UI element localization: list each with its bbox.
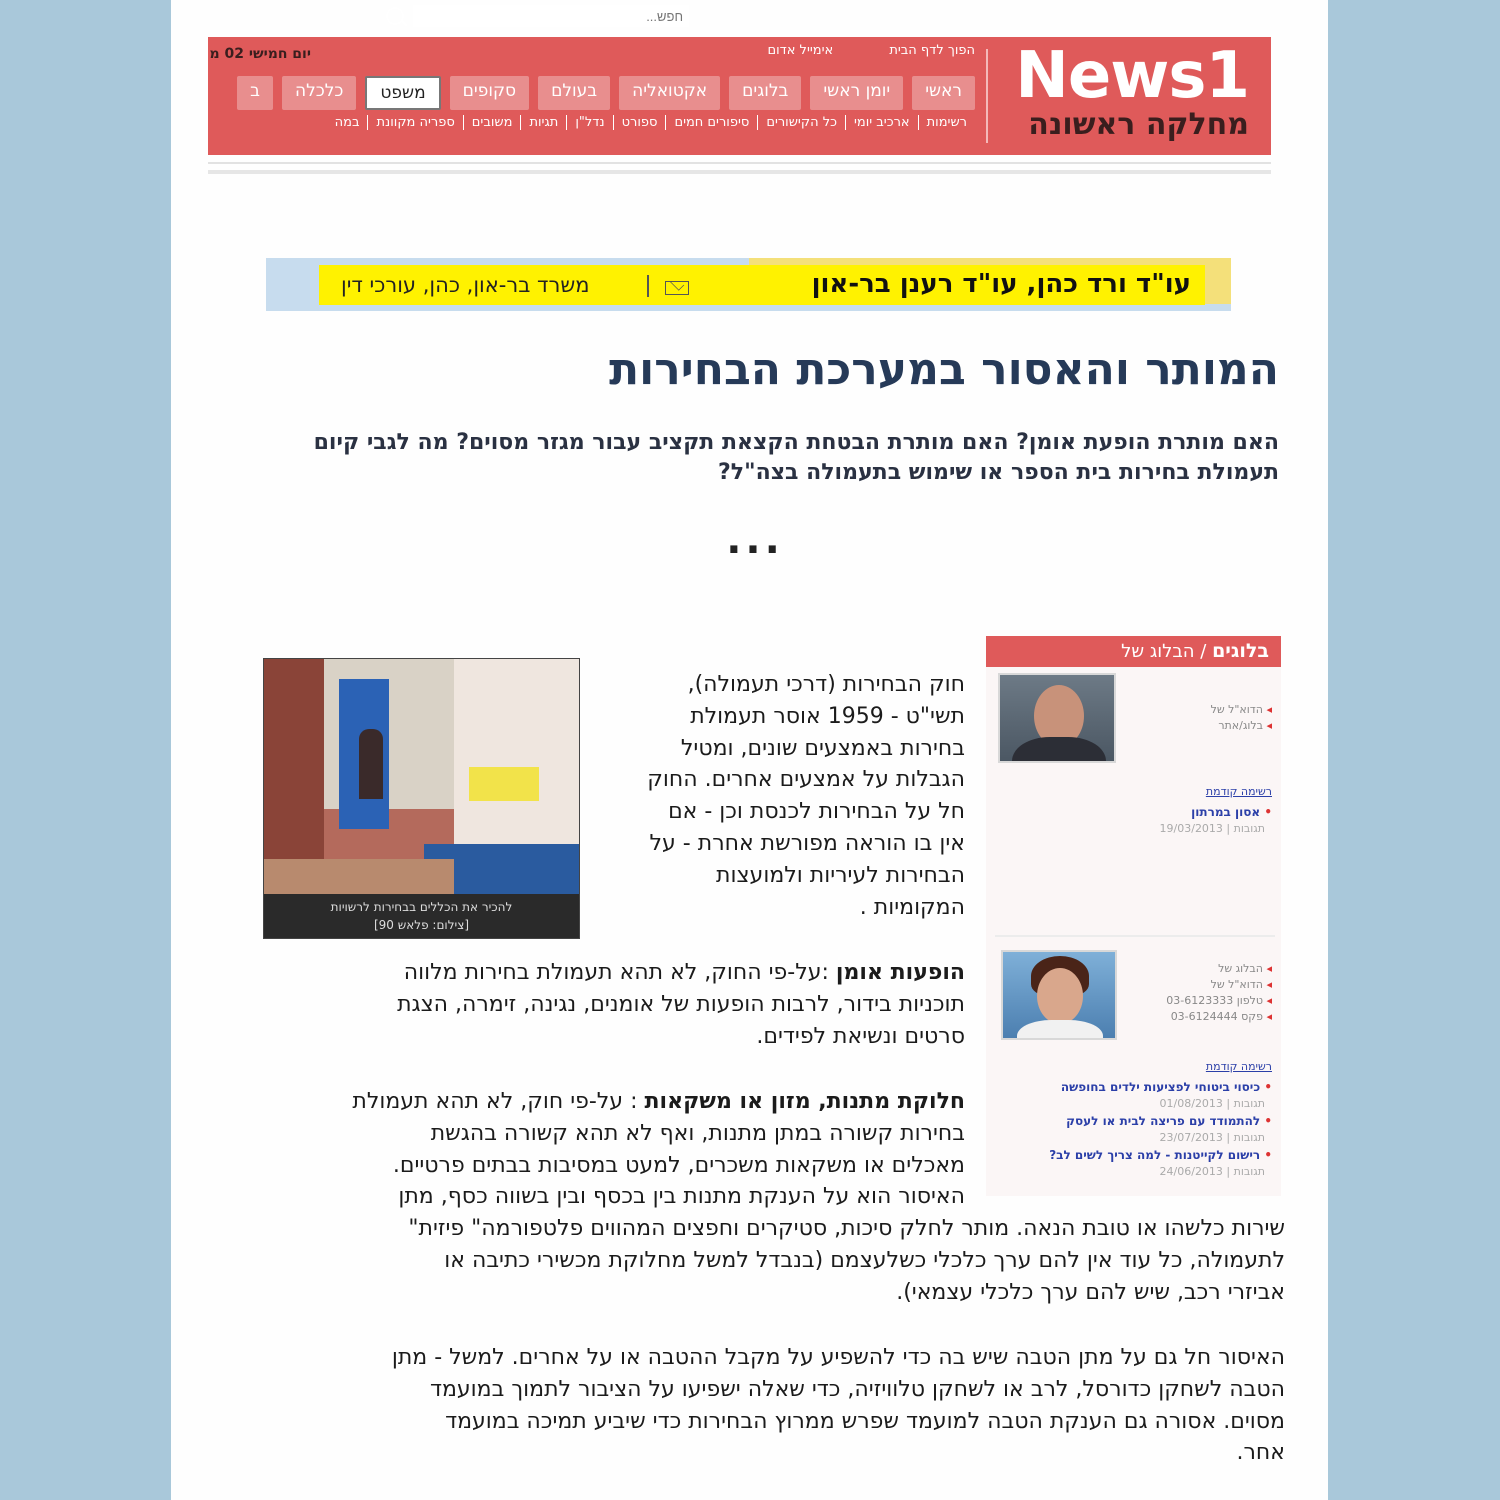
subnav-item[interactable]: משובים — [463, 115, 521, 130]
text-line: מסוים. אסורה גם הענקת הטבה למועמד שפרש ממרוץ הבחירות כדי שיביע תמיכה במועמד — [445, 1408, 1285, 1434]
blog1-item-title[interactable]: אסון במרתון — [1191, 805, 1261, 819]
subnav-item[interactable]: במה — [334, 115, 360, 130]
item-date: 01/08/2013 — [1159, 1097, 1223, 1110]
top-links — [715, 43, 975, 58]
mail-icon[interactable] — [665, 281, 689, 295]
sub-nav — [327, 115, 975, 130]
tab-news[interactable]: אקטואליה — [619, 76, 720, 110]
paragraph-4 — [235, 1342, 1285, 1469]
article-photo[interactable] — [263, 658, 580, 939]
subnav-item[interactable]: ארכיב יומי — [845, 115, 918, 130]
sidebar-subtitle: / הבלוג של — [1121, 641, 1207, 662]
comments-link[interactable]: תגובות — [1233, 822, 1265, 835]
fax-number: 03-6124444 — [1170, 1010, 1238, 1023]
author-names[interactable]: עו"ד ורד כהן, עו"ד רענן בר-און — [811, 269, 1191, 299]
logo-text[interactable]: News1 — [1015, 39, 1249, 113]
divider — [208, 170, 1271, 174]
tab-main[interactable]: ראשי — [912, 76, 975, 110]
text-line: : על-פי חוק, לא תהא תעמולת — [352, 1089, 638, 1114]
subnav-item[interactable]: נדל"ן — [566, 115, 612, 130]
header-date: יום חמישי 02 מ — [209, 46, 311, 62]
site-logo[interactable] — [988, 37, 1271, 155]
banner-divider — [647, 275, 649, 297]
blog2-item-title[interactable]: להתמודד עם פריצה לבית או לעסק — [1066, 1114, 1261, 1128]
text-line: המקומיות . — [859, 894, 965, 920]
tab-blogs[interactable]: בלוגים — [729, 76, 801, 110]
subnav-item[interactable]: סיפורים חמים — [665, 115, 757, 130]
tab-economy[interactable]: כלכלה — [282, 76, 356, 110]
ellipsis: ... — [726, 517, 784, 563]
subnav-item[interactable]: ספורט — [613, 115, 666, 130]
blog1-links: ◂ הדוא"ל של ◂ בלוג/אתר — [1210, 703, 1272, 732]
photo-caption — [264, 894, 579, 938]
site-header — [208, 37, 1271, 155]
text-line: :על-פי החוק, לא תהא תעמולת בחירות מלווה — [403, 960, 829, 985]
blog1-site-link[interactable]: בלוג/אתר — [1218, 719, 1263, 732]
blog2-item-meta: תגובות | 01/08/2013 — [1159, 1097, 1265, 1110]
subnav-item[interactable]: רשימות — [918, 115, 975, 130]
photo-credit: [צילום: פלאש 90] — [373, 918, 469, 932]
text-line: האיסור הוא על הענקת מתנות בין בכסף ובין בשווה כסף, מתן — [398, 1184, 965, 1210]
comments-link[interactable]: תגובות — [1233, 1131, 1265, 1144]
photo-floor — [264, 859, 454, 899]
author-banner — [319, 265, 1205, 305]
subnav-item[interactable]: תגיות — [520, 115, 566, 130]
article-title: המותר והאסור במערכת הבחירות — [609, 344, 1279, 395]
author-photo-man[interactable] — [998, 673, 1116, 763]
blog2-item[interactable]: • רישום לקייטנות - למה צריך לשים לב? — [1049, 1148, 1272, 1162]
text-line: לתעמולה, כל עוד אין להם ערך כלכלי כשלעצמם (בנבדל למשל מחלוקת מכשירי כתיבה או — [444, 1247, 1285, 1273]
photo-person — [359, 729, 383, 799]
blog1-previous-link[interactable]: רשימה קודמת — [1205, 785, 1272, 798]
blog1-email-link[interactable]: הדוא"ל של — [1210, 703, 1263, 716]
text-line: תוכניות בידור, לרבות הופעות של אומנים, נגינה, זימרה, הצגת — [397, 991, 965, 1017]
text-line: שירות כלשהו או טובת הנאה. מותר לחלק סיכות, סטיקרים וחפצים המהווים פלטפורמה" פיזית" — [408, 1216, 1285, 1241]
text-line: תשי"ט - 1959 אוסר תעמולת — [690, 703, 965, 729]
blog2-item-meta: תגובות | 24/06/2013 — [1159, 1165, 1265, 1178]
tab-world[interactable]: בעולם — [538, 76, 610, 110]
tab-law[interactable]: משפט — [365, 76, 440, 110]
blog2-item-title[interactable]: כיסוי ביטוחי לפציעות ילדים בחופשה — [1060, 1080, 1261, 1094]
logo-subtitle: מחלקה ראשונה — [1028, 107, 1249, 142]
text-line: אחר. — [1236, 1440, 1285, 1466]
item-date: 24/06/2013 — [1159, 1165, 1223, 1178]
author-firm[interactable]: משרד בר-און, כהן, עורכי דין — [341, 273, 590, 297]
paragraph-3 — [245, 1086, 965, 1213]
blog2-item[interactable]: • כיסוי ביטוחי לפציעות ילדים בחופשה — [1060, 1080, 1272, 1094]
blog2-item-title[interactable]: רישום לקייטנות - למה צריך לשים לב? — [1049, 1148, 1261, 1162]
blog2-previous-link[interactable]: רשימה קודמת — [1205, 1060, 1272, 1073]
link-homepage[interactable]: הפוך לדף הבית — [889, 43, 975, 58]
text-line: הבחירות לעיריות ולמועצות — [716, 862, 965, 888]
search-icon[interactable] — [386, 7, 404, 25]
author-photo-woman[interactable] — [1001, 950, 1117, 1040]
text-line: האיסור חל גם על מתן הטבה שיש בה כדי להשפיע על מקבל ההטבה או על אחרים. למשל - מתן — [391, 1345, 1285, 1370]
photo-caption-text: להכיר את הכללים בבחירות לרשויות — [330, 900, 513, 914]
phone-number: 03-6123333 — [1166, 994, 1234, 1007]
text-line: בחירות קשורה במתן מתנות, ואף לא תהא קשורה בהגשת — [430, 1120, 965, 1146]
text-line: חוק הבחירות (דרכי תעמולה), — [687, 672, 965, 697]
logo-divider — [986, 49, 988, 143]
phone-label: טלפון — [1236, 994, 1263, 1007]
blog2-blog-link[interactable]: הבלוג של — [1218, 962, 1263, 975]
text-line: הגבלות על אמצעים אחרים. החוק — [647, 767, 965, 793]
paragraph-1 — [595, 669, 965, 923]
tab-daily[interactable]: יומן ראשי — [810, 76, 903, 110]
blog1-item-meta: תגובות | 19/03/2013 — [1159, 822, 1265, 835]
blog2-item[interactable]: • להתמודד עם פריצה לבית או לעסק — [1066, 1114, 1272, 1128]
tab-more[interactable]: ב — [237, 76, 273, 110]
text-line: אין בו הוראה מפורשת אחרת - על — [649, 830, 965, 856]
text-line: חל על הבחירות לכנסת וכן - אם — [668, 799, 965, 825]
blog2-links: ◂ הבלוג של ◂ הדוא"ל של ◂ טלפון 03-6123333 ◂ פקס 03-6124444 — [1166, 962, 1272, 1023]
blog2-item-meta: תגובות | 23/07/2013 — [1159, 1131, 1265, 1144]
sidebar-title[interactable]: בלוגים — [1212, 640, 1269, 662]
comments-link[interactable]: תגובות — [1233, 1165, 1265, 1178]
text-line: הטבה לשחקן כדורסל, לרב או לשחקן טלוויזיה, כדי שאלה ישפיעו על הציבור לתמוך במועמד — [429, 1376, 1285, 1402]
fax-label: פקס — [1241, 1010, 1263, 1023]
subnav-item[interactable]: כל הקישורים — [757, 115, 845, 130]
blog1-item[interactable]: • אסון במרתון — [1191, 805, 1272, 819]
text-line: סרטים ונשיאת לפידים. — [756, 1023, 965, 1049]
photo-yellow-notes — [469, 767, 539, 801]
tab-scoops[interactable]: סקופים — [450, 76, 529, 110]
sidebar-divider — [995, 935, 1275, 937]
comments-link[interactable]: תגובות — [1233, 1097, 1265, 1110]
text-line: מאכלים או משקאות משכרים, למעט במסיבות בבתים פרטיים. — [392, 1152, 965, 1178]
main-tabs — [228, 76, 975, 110]
search-input[interactable] — [413, 5, 689, 27]
paragraph-2 — [245, 957, 965, 1052]
link-red-email[interactable]: אימייל אדום — [767, 43, 834, 58]
text-line: בחירות באמצעים שונים, ומטיל — [680, 735, 965, 761]
bold-term: הופעות אומן — [835, 960, 965, 985]
divider — [208, 162, 1271, 164]
sidebar-header — [986, 636, 1281, 667]
item-date: 23/07/2013 — [1159, 1131, 1223, 1144]
article-lead: האם מותרת הופעת אומן? האם מותרת הבטחת הקצאת תקציב עבור מגזר מסוים? מה לגבי קיום תעמולת בחירות בית הספר או שימוש בתעמולה בצה"ל? — [313, 430, 1279, 485]
bold-term: חלוקת מתנות, מזון או משקאות — [644, 1089, 965, 1114]
item-date: 19/03/2013 — [1159, 822, 1223, 835]
blog2-email-link[interactable]: הדוא"ל של — [1210, 978, 1263, 991]
text-line: אביזרי רכב, שיש להם ערך כלכלי עצמאי). — [896, 1279, 1285, 1305]
subnav-item[interactable]: ספריה מקוונת — [367, 115, 462, 130]
paragraph-3-cont — [235, 1213, 1285, 1308]
